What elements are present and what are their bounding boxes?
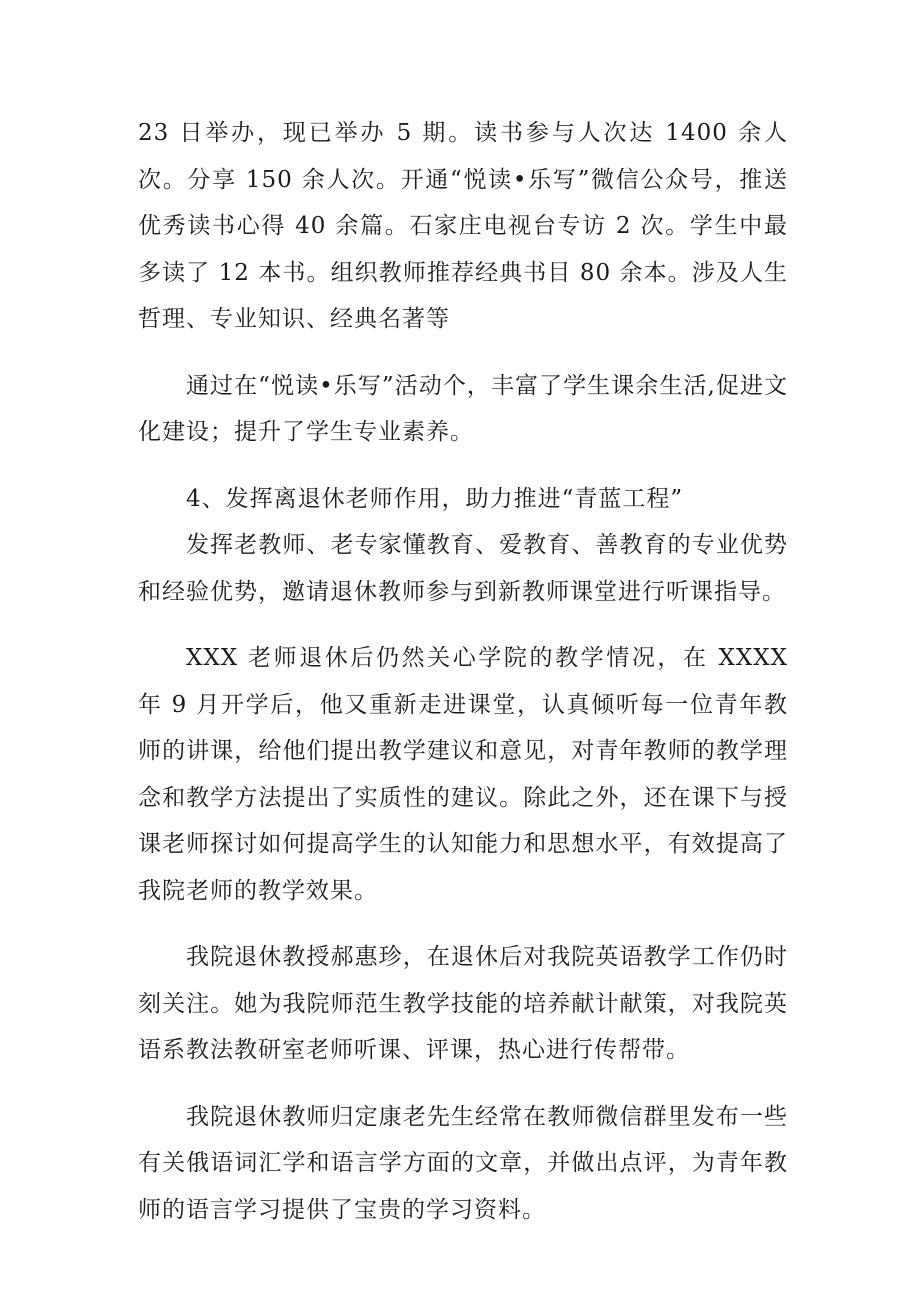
paragraph-reading-stats: 23 日举办，现已举办 5 期。读书参与人次达 1400 余人次。分享 150 余人次。开通“悦读•乐写”微信公众号，推送优秀读书心得 40 余篇。石家庄电视台专访 2 次。学生中最多读了 12 本书。组织教师推荐经典书目 80 余本。涉及人生哲理、专业知识、经典名著等 — [138, 120, 788, 332]
document-body — [138, 110, 788, 1233]
section-heading-retired-teachers: 4、发挥离退休老师作用，助力推进“青蓝工程” — [186, 485, 684, 512]
paragraph-advantages: 发挥老教师、老专家懂教育、爱教育、善教育的专业优势和经验优势，邀请退休教师参与到新教师课堂进行听课指导。 — [138, 532, 788, 605]
paragraph-professor-hao: 我院退休教授郝惠珍，在退休后对我院英语教学工作仍时刻关注。她为我院师范生教学技能的培养献计献策，对我院英语系教法教研室老师听课、评课，热心进行传帮带。 — [138, 944, 788, 1063]
paragraph-teacher-gui: 我院退休教师归定康老先生经常在教师微信群里发布一些有关俄语词汇学和语言学方面的文章，并做出点评，为青年教师的语言学习提供了宝贵的学习资料。 — [138, 1103, 788, 1223]
paragraph-reading-summary: 通过在“悦读•乐写”活动个，丰富了学生课余生活,促进文化建设；提升了学生专业素养。 — [138, 372, 788, 445]
paragraph-teacher-xxx: XXX 老师退休后仍然关心学院的教学情况，在 XXXX 年 9 月开学后，他又重新走进课堂，认真倾听每一位青年教师的讲课，给他们提出教学建议和意见，对青年教师的教学理念和教学方法提出了实质性的建议。除此之外，还在课下与授课老师探讨如何提高学生的认知能力和思想水平，有效提高了我院老师的教学效果。 — [138, 645, 788, 904]
